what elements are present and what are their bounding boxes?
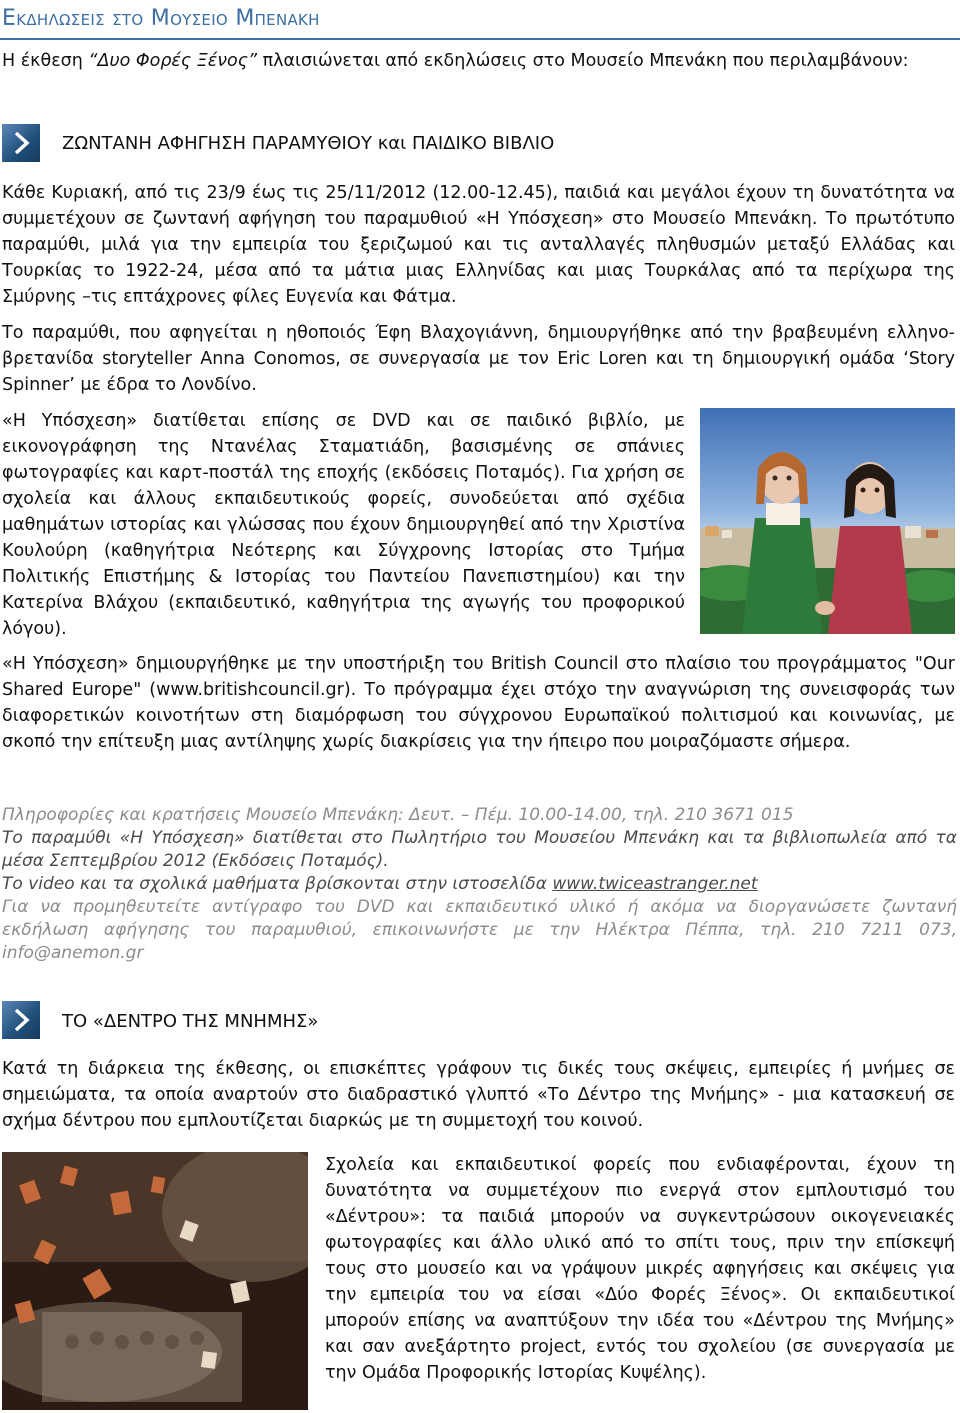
section-heading-storytelling: ΖΩΝΤΑΝΗ ΑΦΗΓΗΣΗ ΠΑΡΑΜΥΘΙΟΥ και ΠΑΙΔΙΚΟ ΒΙΒΛΙΟ: [62, 133, 555, 154]
info-block: [2, 804, 957, 965]
section-heading-memory-tree: ΤΟ «ΔΕΝΤΡΟ ΤΗΣ ΜΝΗΜΗΣ»: [62, 1011, 319, 1032]
paragraph-dvd-book: «Η Υπόσχεση» διατίθεται επίσης σε DVD και σε παιδικό βιβλίο, με εικονογράφηση της Ντανέλας Σταματιάδη, βασισμένης σε σπάνιες φωτογραφίες και καρτ-ποστάλ της εποχής (εκδόσεις Ποταμός). Για χρήση σε σχολεία και άλλους εκπαιδευτικούς φορείς, συνοδεύεται από σχέδια μαθημάτων ιστορίας και γλώσσας που έχουν δημιουργηθεί από την Χριστίνα Κουλούρη (καθηγήτρια Νεότερης και Σύγχρονης Ιστορίας στο Τμήμα Πολιτικής Επιστήμης & Ιστορίας του Παντείου Πανεπιστημίου) και την Κατερίνα Βλάχου (εκπαιδευτικό, καθηγήτρια της αγωγής του προφορικού λόγου).: [2, 411, 685, 639]
paragraph-schools: Σχολεία και εκπαιδευτικοί φορείς που ενδιαφέρονται, έχουν τη δυνατότητα να συμμετέχουν πιο ενεργά στον εμπλουτισμό του «Δέντρου»: τα παιδιά μπορούν να συγκεντρώσουν οικογενειακές φωτογραφίες και άλλο υλικό από το σπίτι τους, πριν την επίσκεψή τους στο μουσείο και να γράψουν μικρές αφηγήσεις και σκέψεις για την εμπειρία του να είσαι «Δύο Φορές Ξένος». Οι εκπαιδευτικοί μπορούν επίσης να αναπτύξουν την ιδέα του «Δέντρου της Μνήμης» και σαν ανεξάρτητο project, εντός του σχολείου (σε συνεργασία με την Ομάδα Προφορικής Ιστορίας Κυψέλης).: [325, 1155, 955, 1383]
page-title: Εκδηλωσεις στο Μουσειο Μπενακη: [2, 6, 320, 31]
info-video-text: Το video και τα σχολικά μαθήματα βρίσκονται στην ιστοσελίδα: [2, 874, 553, 894]
exhibition-name: “Δυο Φορές Ξένος”: [88, 51, 258, 71]
info-contact: Για να προμηθευτείτε αντίγραφο του DVD και εκπαιδευτικό υλικό ή ακόμα να διοργανώσετε ζωντανή εκδήλωση αφήγησης του παραμυθιού, επικοινωνήστε με την Ηλέκτρα Πέππα, τηλ. 210 7211 073, info@anemon.gr: [2, 897, 957, 963]
paragraph-british-council: «Η Υπόσχεση» δημιουργήθηκε με την υποστήριξη του British Council στο πλαίσιο του προγράμματος "Our Shared Europe" (www.britishcouncil.gr). Το πρόγραμμα έχει στόχο την αναγνώριση της συνεισφοράς των διαφορετικών κοινοτήτων στη διαμόρφωση του σύγχρονου Ευρωπαϊκού πολιτισμού και κοινωνίας, με σκοπό την επίτευξη μιας αντίληψης χωρίς διακρίσεις για την ήπειρο που μοιραζόμαστε σήμερα.: [2, 654, 955, 752]
chevron-right-icon: [2, 124, 40, 162]
intro-paragraph: [2, 48, 955, 74]
website-link[interactable]: www.twiceastranger.net: [552, 874, 758, 894]
chevron-right-icon: [2, 1001, 40, 1039]
info-bookings: Πληροφορίες και κρατήσεις Μουσείο Μπενάκη: Δευτ. – Πέμ. 10.00-14.00, τηλ. 210 3671 015: [2, 805, 794, 825]
paragraph-storytelling: Κάθε Κυριακή, από τις 23/9 έως τις 25/11/2012 (12.00-12.45), παιδιά και μεγάλοι έχουν τη δυνατότητα να συμμετέχουν σε ζωντανή αφήγηση του παραμυθιού «Η Υπόσχεση» στο Μουσείο Μπενάκη. Το πρωτότυπο παραμύθι, μιλά για την εμπειρία του ξεριζωμού και τις ανταλλαγές πληθυσμών μεταξύ Ελλάδας και Τουρκίας το 1922-24, μέσα από τα μάτια μιας Ελληνίδας και μιας Τουρκάλας από τα περίχωρα της Σμύρνης –τις επτάχρονες φίλες Ευγενία και Φάτμα.: [2, 183, 955, 307]
paragraph-memory-tree: Κατά τη διάρκεια της έκθεσης, οι επισκέπτες γράφουν τις δικές τους σκέψεις, εμπειρίες ή μνήμες σε σημειώματα, τα οποία αναρτούν στο διαδραστικό γλυπτό «Το Δέντρο της Μνήμης» - μια κατασκευή σε σχήμα δέντρου που εμπλουτίζεται διαρκώς με τη συμμετοχή του κοινού.: [2, 1059, 955, 1131]
illustration-two-girls: [700, 408, 955, 634]
info-video: [2, 873, 957, 896]
photo-memory-tree-installation: [2, 1152, 308, 1410]
info-availability: Το παραμύθι «Η Υπόσχεση» διατίθεται στο Πωλητήριο του Μουσείου Μπενάκη και τα βιβλιοπωλεία από τα μέσα Σεπτεμβρίου 2012 (Εκδόσεις Ποταμός).: [2, 828, 957, 871]
title-underline: [0, 38, 960, 40]
intro-after: πλαισιώνεται από εκδηλώσεις στο Μουσείο Μπενάκη που περιλαμβάνουν:: [257, 51, 909, 71]
intro-before: Η έκθεση: [2, 51, 89, 71]
paragraph-narrator: Το παραμύθι, που αφηγείται η ηθοποιός Έφη Βλαχογιάννη, δημιουργήθηκε από την βραβευμένη ελληνο-βρετανίδα storyteller Anna Conomos, σε συνεργασία με τον Eric Loren και τη δημιουργική ομάδα ‘Story Spinner’ με έδρα το Λονδίνο.: [2, 323, 955, 395]
